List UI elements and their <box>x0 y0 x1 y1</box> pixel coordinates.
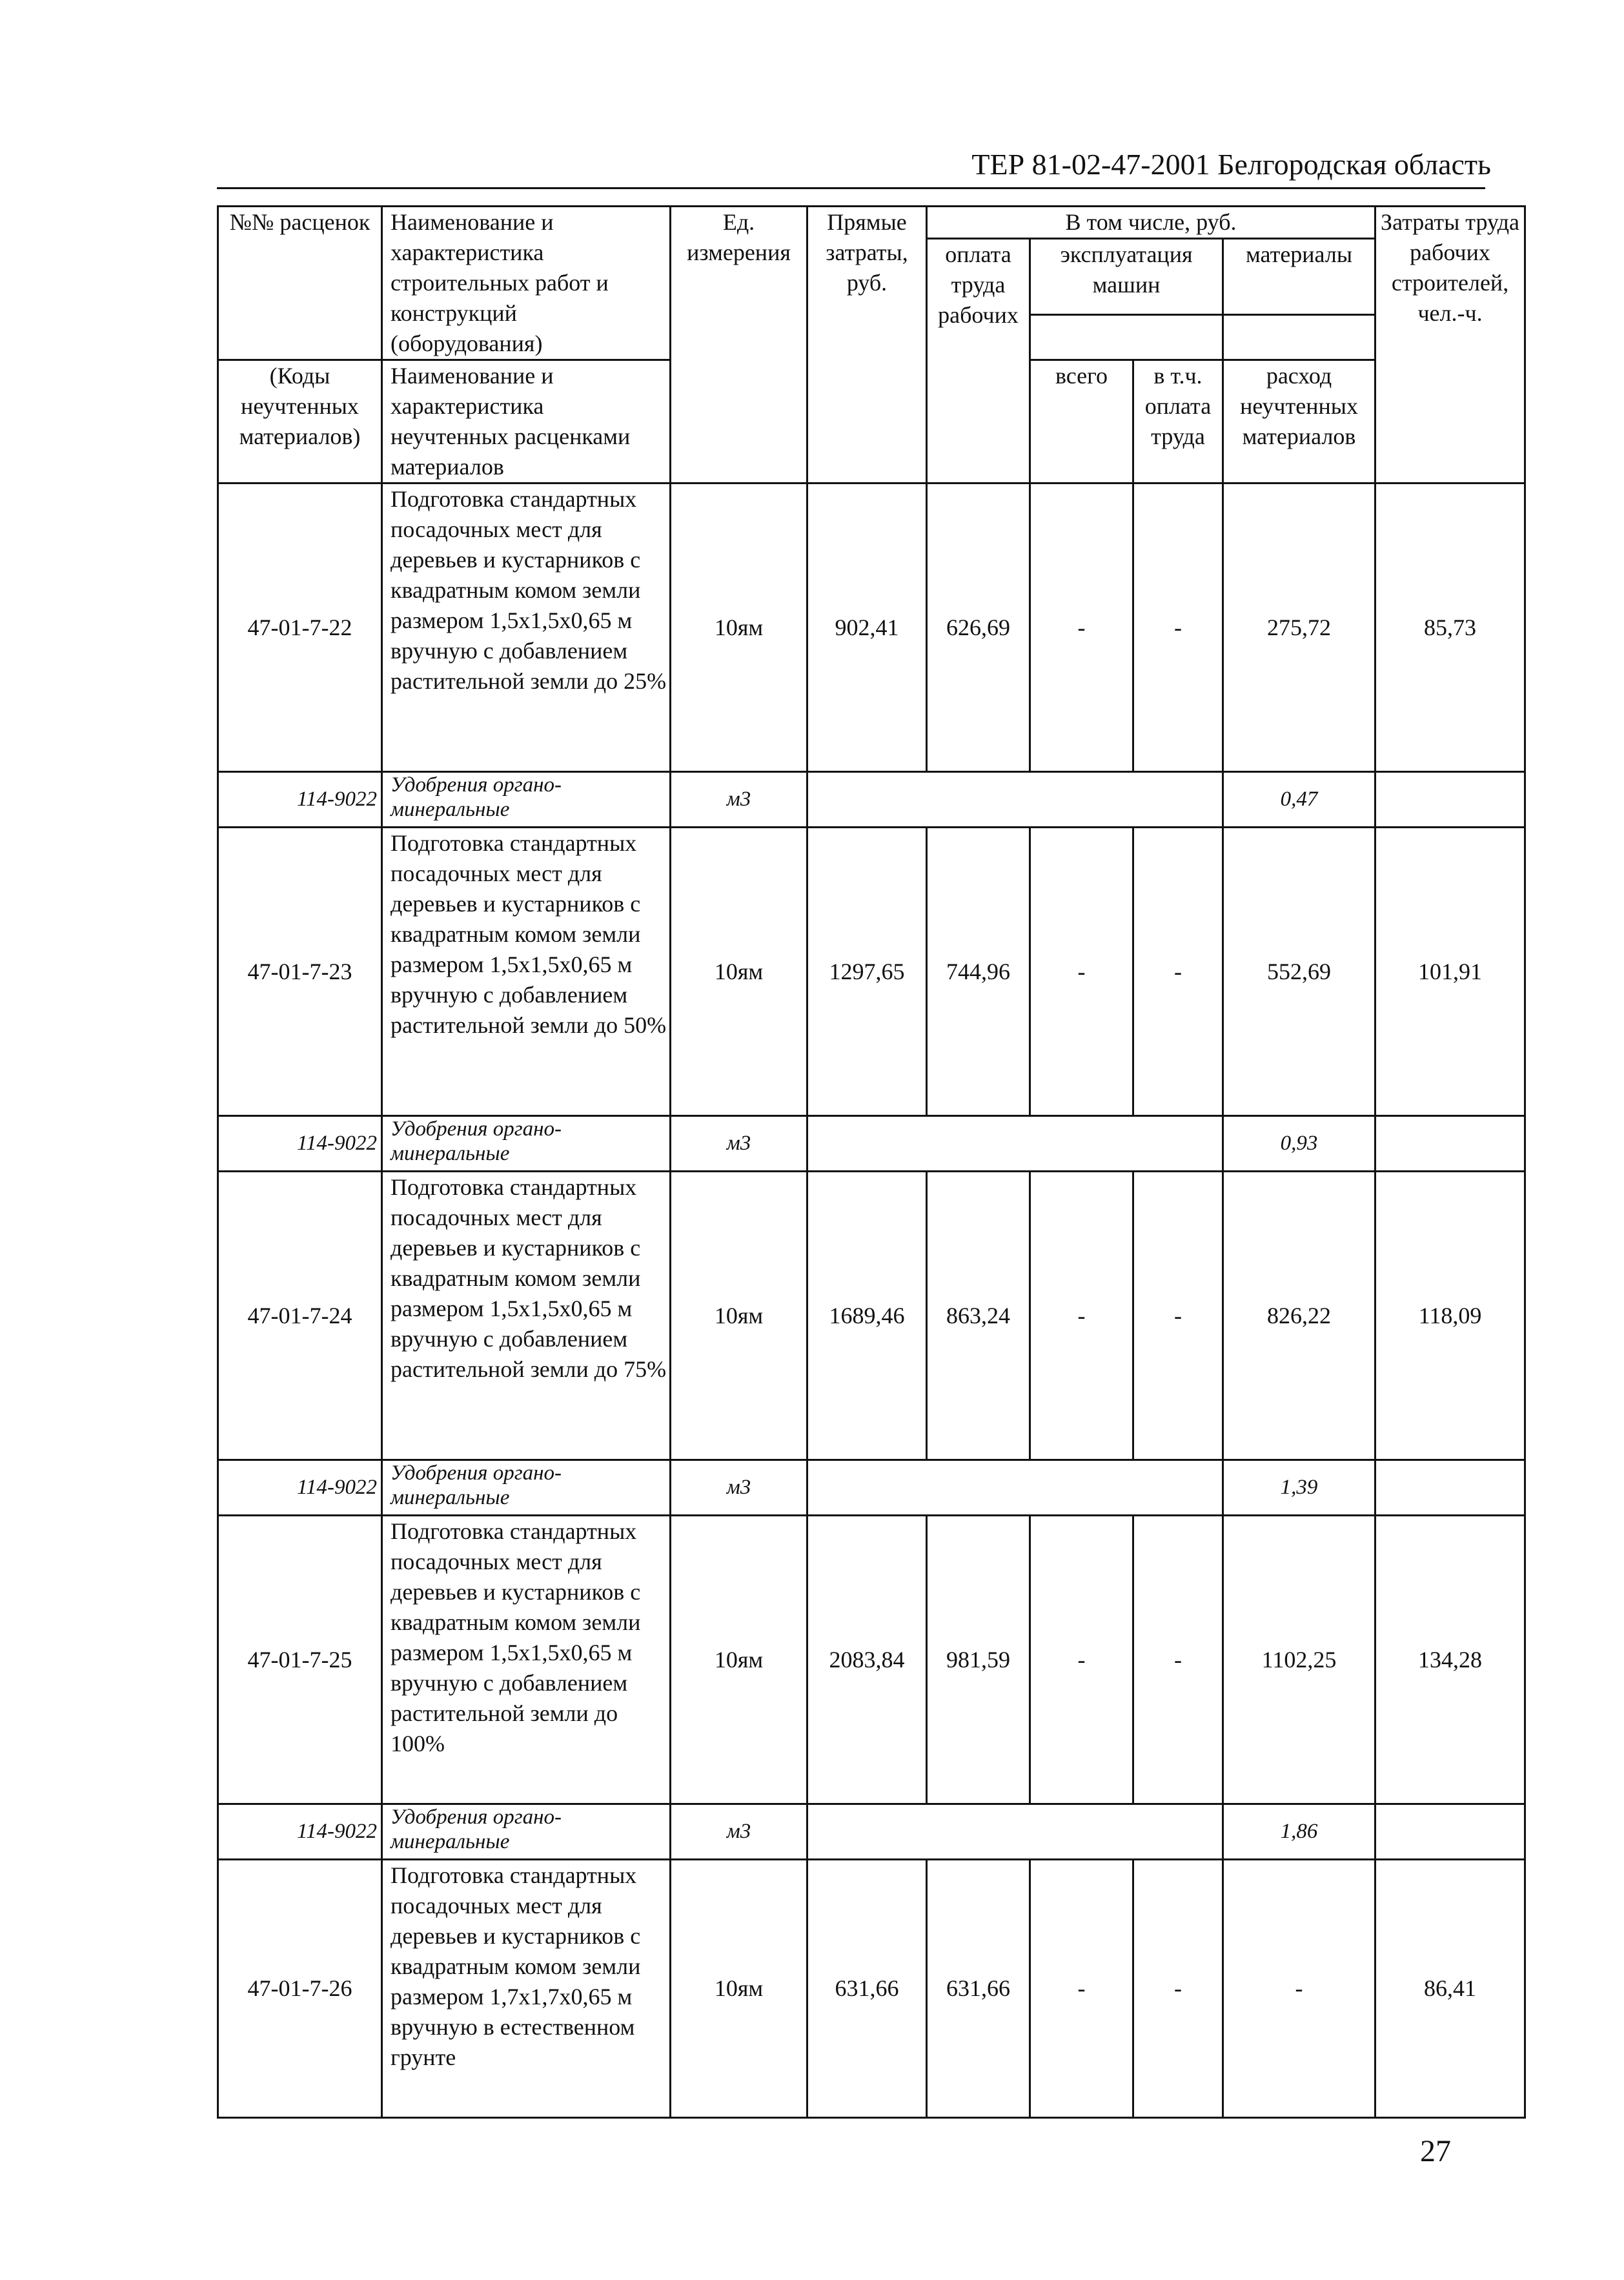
rate-unit: 10ям <box>671 1516 807 1804</box>
rate-code: 47-01-7-23 <box>218 828 382 1116</box>
page-number: 27 <box>1420 2134 1451 2168</box>
rate-unit: 10ям <box>671 483 807 772</box>
rate-mach-wage: - <box>1133 1172 1223 1460</box>
rate-code: 47-01-7-24 <box>218 1172 382 1460</box>
rate-materials: - <box>1223 1860 1375 2118</box>
rate-mach-wage: - <box>1133 1860 1223 2118</box>
col-header-unit: Ед. измерения <box>671 207 807 483</box>
material-name: Удобрения органо-минеральные <box>382 1460 671 1516</box>
rate-code: 47-01-7-25 <box>218 1516 382 1804</box>
material-code: 114-9022 <box>218 1460 382 1516</box>
col-header-code: №№ расценок <box>218 207 382 360</box>
col-header-name: Наименование и характеристика строительных работ и конструкций (оборудования) <box>382 207 671 360</box>
col-header-machines: эксплуатация машин <box>1030 239 1223 315</box>
rate-direct: 2083,84 <box>807 1516 927 1804</box>
material-qty: 0,47 <box>1223 772 1375 828</box>
col-header-name-bottom: Наименование и характеристика неучтенных расценками материалов <box>382 360 671 483</box>
rate-materials: 826,22 <box>1223 1172 1375 1460</box>
rate-name: Подготовка стандартных посадочных мест для деревьев и кустарников с квадратным комом земли размером 1,5х1,5х0,65 м вручную с добавлением растительной земли до 25% <box>382 483 671 772</box>
material-qty: 0,93 <box>1223 1116 1375 1172</box>
rate-materials: 1102,25 <box>1223 1516 1375 1804</box>
material-qty: 1,39 <box>1223 1460 1375 1516</box>
rate-wage: 981,59 <box>927 1516 1030 1804</box>
material-code: 114-9022 <box>218 1116 382 1172</box>
col-header-mach-total: всего <box>1030 360 1133 483</box>
rate-mach-total: - <box>1030 1516 1133 1804</box>
col-header-wage: оплата труда рабочих <box>927 239 1030 483</box>
material-labor-empty <box>1375 1116 1525 1172</box>
material-unit: м3 <box>671 772 807 828</box>
rate-wage: 631,66 <box>927 1860 1030 2118</box>
rate-labor: 118,09 <box>1375 1172 1525 1460</box>
rate-materials: 552,69 <box>1223 828 1375 1116</box>
rate-direct: 1297,65 <box>807 828 927 1116</box>
material-labor-empty <box>1375 1460 1525 1516</box>
material-labor-empty <box>1375 772 1525 828</box>
col-header-code-bottom: (Коды неучтенных материалов) <box>218 360 382 483</box>
col-header-materials: материалы <box>1223 239 1375 315</box>
rate-code: 47-01-7-26 <box>218 1860 382 2118</box>
material-name: Удобрения органо-минеральные <box>382 1116 671 1172</box>
rate-direct: 1689,46 <box>807 1172 927 1460</box>
rate-materials: 275,72 <box>1223 483 1375 772</box>
rate-name: Подготовка стандартных посадочных мест для деревьев и кустарников с квадратным комом земли размером 1,5х1,5х0,65 м вручную с добавлением растительной земли до 100% <box>382 1516 671 1804</box>
material-code: 114-9022 <box>218 772 382 828</box>
rates-table <box>217 205 1526 2119</box>
machines-spacer <box>1030 315 1223 360</box>
rate-wage: 626,69 <box>927 483 1030 772</box>
rate-wage: 863,24 <box>927 1172 1030 1460</box>
rate-labor: 134,28 <box>1375 1516 1525 1804</box>
rate-mach-wage: - <box>1133 828 1223 1116</box>
material-code: 114-9022 <box>218 1804 382 1860</box>
header-rule <box>217 187 1485 189</box>
rate-mach-total: - <box>1030 1860 1133 2118</box>
materials-spacer <box>1223 315 1375 360</box>
rate-wage: 744,96 <box>927 828 1030 1116</box>
material-name: Удобрения органо-минеральные <box>382 772 671 828</box>
material-spacer <box>807 1116 1223 1172</box>
material-labor-empty <box>1375 1804 1525 1860</box>
rate-direct: 902,41 <box>807 483 927 772</box>
col-header-incl: В том числе, руб. <box>927 207 1375 239</box>
rate-unit: 10ям <box>671 828 807 1116</box>
col-header-materials-bottom: расход неучтенных материалов <box>1223 360 1375 483</box>
rate-mach-total: - <box>1030 828 1133 1116</box>
rate-name: Подготовка стандартных посадочных мест для деревьев и кустарников с квадратным комом земли размером 1,5х1,5х0,65 м вручную с добавлением растительной земли до 50% <box>382 828 671 1116</box>
rate-name: Подготовка стандартных посадочных мест для деревьев и кустарников с квадратным комом земли размером 1,5х1,5х0,65 м вручную с добавлением растительной земли до 75% <box>382 1172 671 1460</box>
rate-direct: 631,66 <box>807 1860 927 2118</box>
document-header: ТЕР 81-02-47-2001 Белгородская область <box>971 148 1491 181</box>
rate-labor: 86,41 <box>1375 1860 1525 2118</box>
rate-labor: 85,73 <box>1375 483 1525 772</box>
rate-mach-total: - <box>1030 483 1133 772</box>
rate-unit: 10ям <box>671 1860 807 2118</box>
rate-mach-wage: - <box>1133 1516 1223 1804</box>
material-unit: м3 <box>671 1460 807 1516</box>
col-header-labor: Затраты труда рабочих строителей, чел.-ч. <box>1375 207 1525 483</box>
material-spacer <box>807 772 1223 828</box>
material-unit: м3 <box>671 1116 807 1172</box>
material-name: Удобрения органо-минеральные <box>382 1804 671 1860</box>
rate-mach-wage: - <box>1133 483 1223 772</box>
rate-unit: 10ям <box>671 1172 807 1460</box>
rate-mach-total: - <box>1030 1172 1133 1460</box>
rate-code: 47-01-7-22 <box>218 483 382 772</box>
material-spacer <box>807 1804 1223 1860</box>
material-qty: 1,86 <box>1223 1804 1375 1860</box>
rate-labor: 101,91 <box>1375 828 1525 1116</box>
material-unit: м3 <box>671 1804 807 1860</box>
col-header-direct: Прямые затраты, руб. <box>807 207 927 483</box>
rate-name: Подготовка стандартных посадочных мест для деревьев и кустарников с квадратным комом земли размером 1,7х1,7х0,65 м вручную в естественном грунте <box>382 1860 671 2118</box>
material-spacer <box>807 1460 1223 1516</box>
col-header-mach-wage: в т.ч. оплата труда <box>1133 360 1223 483</box>
